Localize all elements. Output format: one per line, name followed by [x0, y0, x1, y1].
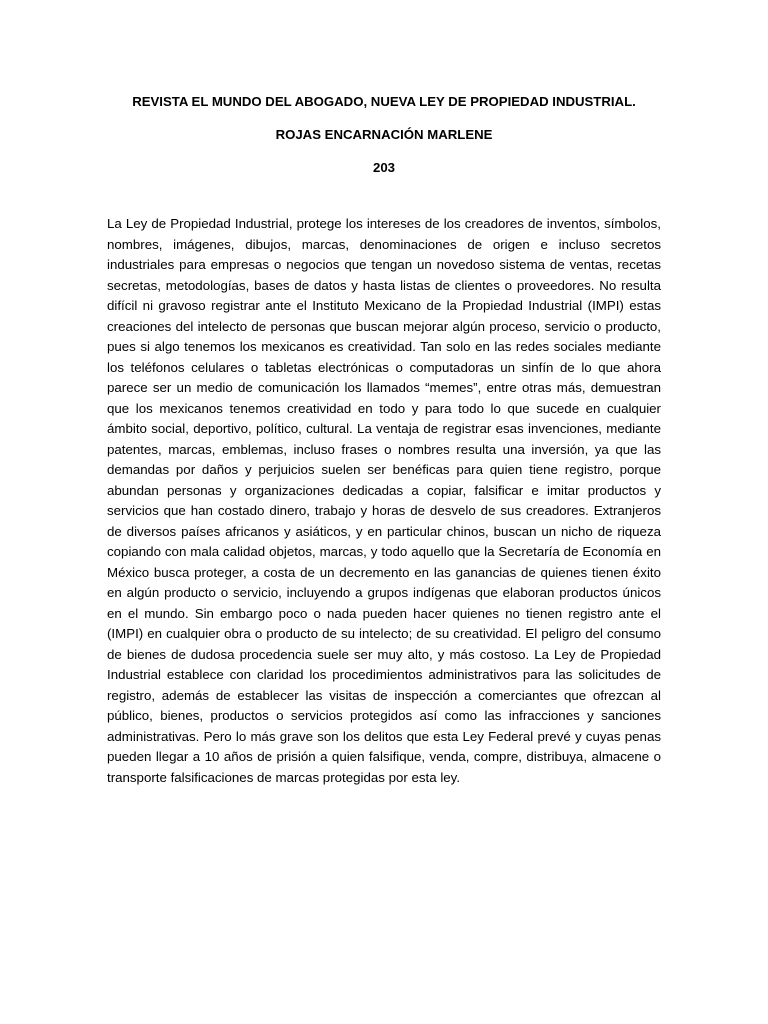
- document-heading: [107, 92, 661, 191]
- document-author: ROJAS ENCARNACIÓN MARLENE: [275, 127, 493, 142]
- document-number: 203: [372, 160, 395, 175]
- document-body-paragraph: La Ley de Propiedad Industrial, protege los intereses de los creadores de inventos, símbolos, nombres, imágenes, dibujos, marcas, denominaciones de origen e incluso secretos industriales para empresas o negocios que tengan un novedoso sistema de ventas, recetas secretas, metodologías, bases de datos y hasta listas de clientes o proveedores. No resulta difícil ni gravoso registrar ante el Instituto Mexicano de la Propiedad Industrial (IMPI) estas creaciones del intelecto de personas que buscan mejorar algún proceso, servicio o producto, pues si algo tenemos los mexicanos es creatividad. Tan solo en las redes sociales mediante los teléfonos celulares o tabletas electrónicas o computadoras un sinfín de lo que ahora parece ser un medio de comunicación los llamados “memes”, entre otras más, demuestran que los mexicanos tenemos creatividad en todo y para todo lo que sucede en cualquier ámbito social, deportivo, político, cultural. La ventaja de registrar esas invenciones, mediante patentes, marcas, emblemas, incluso frases o nombres resulta una inversión, ya que las demandas por daños y perjuicios suelen ser benéficas para quien tiene registro, porque abundan personas y organizaciones dedicadas a copiar, falsificar e imitar productos y servicios que han costado dinero, trabajo y horas de desvelo de sus creadores. Extranjeros de diversos países africanos y asiáticos, y en particular chinos, buscan un nicho de riqueza copiando con mala calidad objetos, marcas, y todo aquello que la Secretaría de Economía en México busca proteger, a costa de un decremento en las ganancias de quienes tienen éxito en algún producto o servicio, incluyendo a grupos indígenas que elaboran productos únicos en el mundo. Sin embargo poco o nada pueden hacer quienes no tienen registro ante el (IMPI) en cualquier obra o producto de su intelecto; de su creatividad. El peligro del consumo de bienes de dudosa procedencia suele ser muy alto, y más costoso. La Ley de Propiedad Industrial establece con claridad los procedimientos administrativos para las solicitudes de registro, además de establecer las visitas de inspección a comerciantes que ofrezcan al público, bienes, productos o servicios protegidos así como las infracciones y sanciones administrativas. Pero lo más grave son los delitos que esta Ley Federal prevé y cuyas penas pueden llegar a 10 años de prisión a quien falsifique, venda, compre, distribuya, almacene o transporte falsificaciones de marcas protegidas por esta ley.: [107, 216, 661, 785]
- document-title: REVISTA EL MUNDO DEL ABOGADO, NUEVA LEY DE PROPIEDAD INDUSTRIAL.: [132, 94, 636, 109]
